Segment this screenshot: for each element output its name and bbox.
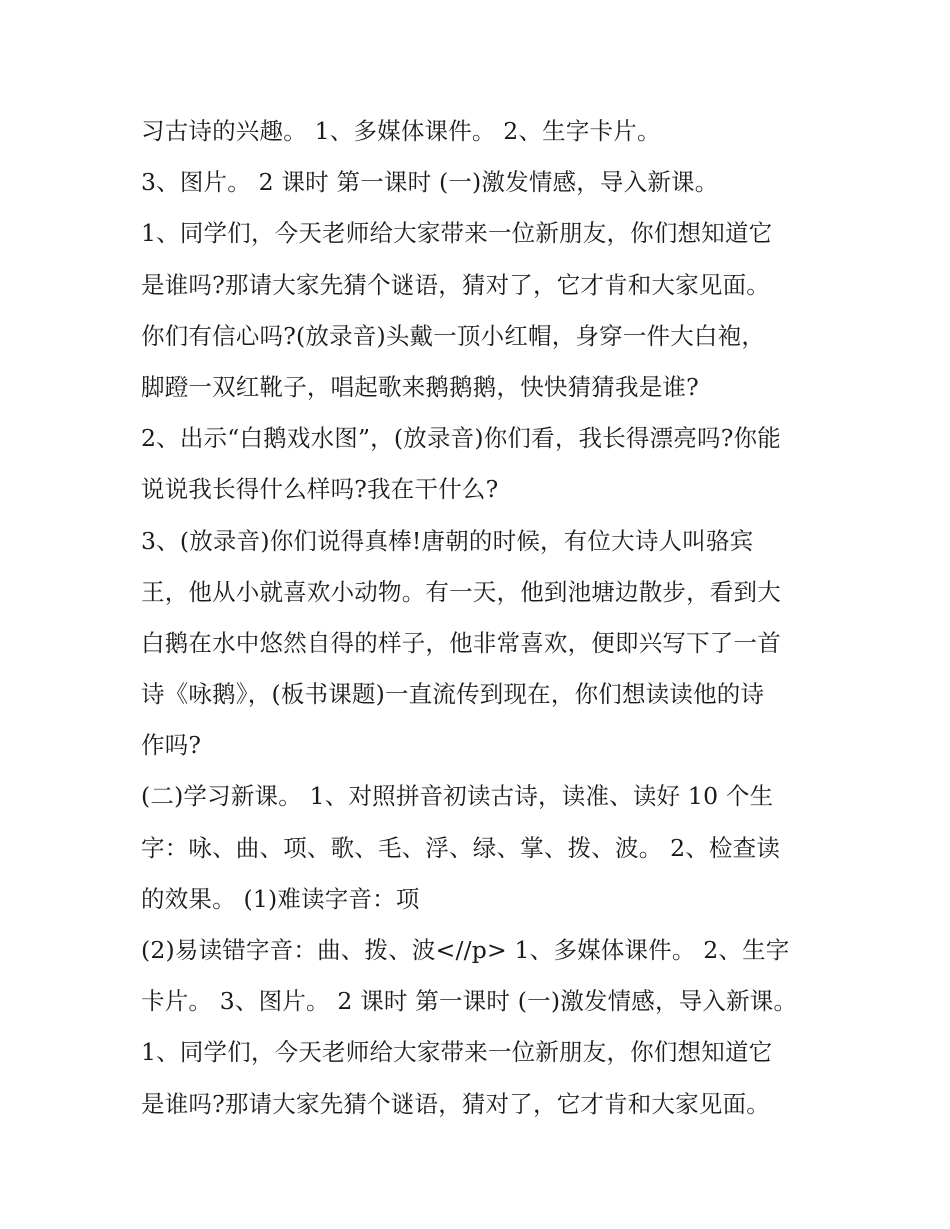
text-line: (2)易读错字音：曲、拨、波<//p> 1、多媒体课件。 2、生字	[141, 936, 790, 964]
text-line: 白鹅在水中悠然自得的样子，他非常喜欢，便即兴写下了一首	[141, 628, 781, 657]
text-line: 的效果。 (1)难读字音：项	[141, 884, 420, 913]
text-line: 1、同学们，今天老师给大家带来一位新朋友，你们想知道它	[141, 1038, 773, 1067]
text-line: 卡片。 3、图片。 2 课时 第一课时 (一)激发情感，导入新课。	[141, 987, 798, 1016]
text-line: 说说我长得什么样吗?我在干什么?	[141, 475, 499, 504]
text-line: 3、(放录音)你们说得真棒!唐朝的时候，有位大诗人叫骆宾	[141, 526, 754, 555]
text-line: (二)学习新课。 1、对照拼音初读古诗，读准、读好 10 个生	[141, 782, 774, 811]
document-body	[141, 106, 831, 1130]
text-line: 是谁吗?那请大家先猜个谜语，猜对了，它才肯和大家见面。	[141, 1089, 770, 1118]
text-line: 你们有信心吗?(放录音)头戴一顶小红帽，身穿一件大白袍，	[141, 321, 766, 350]
text-line: 习古诗的兴趣。 1、多媒体课件。 2、生字卡片。	[141, 117, 661, 145]
text-line: 1、同学们，今天老师给大家带来一位新朋友，你们想知道它	[141, 219, 773, 248]
text-line: 3、图片。 2 课时 第一课时 (一)激发情感，导入新课。	[141, 168, 719, 197]
text-line: 诗《咏鹅》，(板书课题)一直流传到现在，你们想读读他的诗	[141, 680, 765, 709]
text-line: 字：咏、曲、项、歌、毛、浮、绿、掌、拨、波。 2、检查读	[141, 833, 781, 862]
text-line: 脚蹬一双红靴子，唱起歌来鹅鹅鹅，快快猜猜我是谁?	[141, 372, 699, 401]
text-line: 王，他从小就喜欢小动物。有一天，他到池塘边散步，看到大	[141, 577, 781, 606]
text-line: 是谁吗?那请大家先猜个谜语，猜对了，它才肯和大家见面。	[141, 270, 770, 299]
text-line: 作吗?	[141, 731, 202, 760]
text-line: 2、出示“白鹅戏水图”，(放录音)你们看，我长得漂亮吗?你能	[141, 424, 781, 453]
